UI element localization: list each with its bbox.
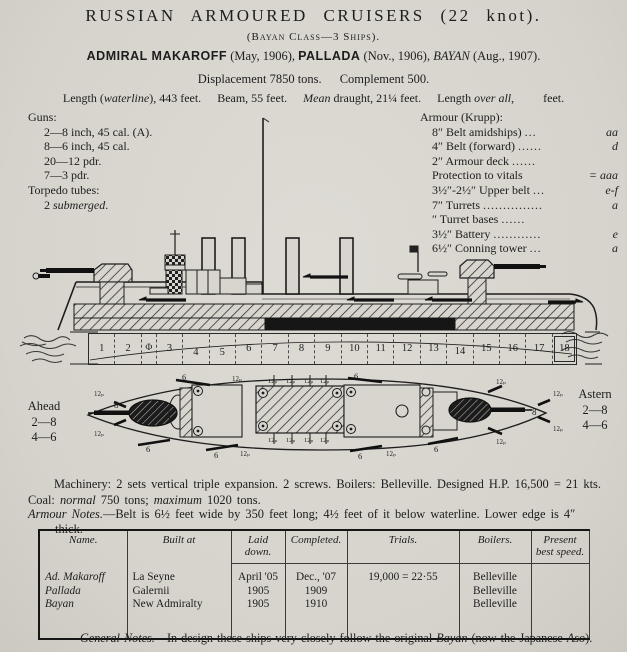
table-row: Ad. Makaroff La Seyne April '05 Dec., '07 19,000 = 22·55 Belleville — [39, 564, 589, 585]
svg-text:6: 6 — [182, 372, 187, 382]
ahead-arcs: Ahead 2—8 4—6 — [27, 399, 61, 444]
svg-text:12ₚ: 12ₚ — [268, 437, 278, 444]
ship-name-bayan: BAYAN — [433, 49, 470, 63]
svg-text:12ₚ: 12ₚ — [496, 438, 506, 446]
fore-turret-gun — [40, 264, 132, 304]
svg-text:8: 8 — [114, 400, 119, 410]
table-header-row — [39, 530, 589, 564]
profile-drawing — [10, 112, 617, 370]
armour-item: 4″ Belt (forward) ...... d — [432, 139, 618, 154]
svg-text:12ₚ: 12ₚ — [304, 437, 314, 444]
svg-text:6: 6 — [146, 444, 151, 454]
armour-notes: Armour Notes.—Belt is 6½ feet wide by 350 feet long; 4½ feet of it below waterline. Lower edge is 4″ thick. — [28, 507, 576, 536]
conning-tower — [165, 230, 185, 294]
svg-text:12ₚ: 12ₚ — [268, 378, 278, 385]
dimensions-line: Length (waterline), 443 feet. Beam, 55 feet. Mean draught, 21¼ feet. Length over all, feet. — [62, 91, 565, 105]
displacement-line: Displacement 7850 tons. Complement 500. — [197, 72, 430, 86]
aft-structures — [398, 246, 447, 294]
ships-table — [38, 529, 590, 640]
ship-name-pallada: PALLADA — [298, 49, 361, 63]
plan-engine-block — [344, 385, 457, 437]
class-subtitle: (Bayan Class—3 Ships). — [246, 31, 381, 43]
col-present-best-speed: Present best speed. — [531, 530, 589, 564]
svg-text:6: 6 — [358, 451, 363, 461]
svg-text:12ₚ: 12ₚ — [240, 450, 250, 458]
svg-text:12ₚ: 12ₚ — [553, 425, 563, 433]
svg-text:12ₚ: 12ₚ — [553, 390, 563, 398]
svg-text:12ₚ: 12ₚ — [94, 390, 104, 398]
page-title: RUSSIAN ARMOURED CRUISERS (22 knot). — [85, 6, 542, 25]
armour-item: 2″ Armour deck ...... — [432, 153, 536, 168]
col-trials: Trials. — [347, 530, 459, 564]
svg-text:12ₚ: 12ₚ — [286, 378, 296, 385]
armour-belt — [74, 304, 574, 330]
armour-item: 8″ Belt amidships) ... aa — [432, 124, 618, 139]
svg-text:12ₚ: 12ₚ — [304, 378, 314, 385]
svg-text:12ₚ: 12ₚ — [94, 430, 104, 438]
armour-item: 6½″ Conning tower ... a — [432, 241, 618, 256]
svg-text:12ₚ: 12ₚ — [286, 437, 296, 444]
table-row: Pallada Galernii 1905 1909 Belleville — [39, 585, 589, 599]
aft-turret-gun — [460, 260, 546, 304]
col-built-at: Built at — [127, 530, 231, 564]
torpedo-title: Torpedo tubes: — [28, 183, 100, 197]
col-boilers: Boilers. — [459, 530, 531, 564]
plan-fore-turret — [88, 400, 177, 426]
stations-scale: 1 2 Φ 3 4 5 6 7 8 9 10 11 12 13 14 15 16 17 18 — [88, 333, 577, 365]
ship-name-makaroff: ADMIRAL MAKAROFF — [86, 49, 228, 63]
armour-item: 7″ Turrets ............... a — [432, 197, 618, 212]
plan-battery — [256, 375, 344, 444]
torpedo-item: 2 submerged. — [44, 197, 109, 212]
plan-aft-turret — [449, 398, 532, 422]
guns-items: 2—8 inch, 45 cal. (A). 8—6 inch, 45 cal. 20—12 pdr. 7—3 pdr. — [44, 124, 153, 182]
armour-item: 3½″ Battery ............ e — [432, 226, 618, 241]
table-row: Bayan New Admiralty 1905 1910 Belleville — [39, 598, 589, 612]
col-completed: Completed. — [285, 530, 347, 564]
col-name: Name. — [39, 530, 127, 564]
svg-text:6: 6 — [434, 444, 439, 454]
armour-item: 3½″-2½″ Upper belt ... e-f — [432, 182, 618, 197]
svg-text:6: 6 — [354, 372, 359, 381]
fore-mast — [263, 118, 269, 294]
svg-text:6: 6 — [214, 450, 219, 460]
armour-title: Armour (Krupp): — [420, 110, 503, 124]
plan-superstructure — [169, 385, 242, 437]
col-laid-down: Laid down. — [231, 530, 285, 564]
water-left — [20, 336, 76, 363]
svg-text:8: 8 — [532, 407, 537, 417]
armour-item: Protection to vitals = aaa — [432, 168, 618, 183]
guns-title: Guns: — [28, 110, 57, 124]
svg-text:12ₚ: 12ₚ — [320, 378, 330, 385]
armour-item: ″ Turret bases ...... — [432, 212, 526, 227]
svg-text:12ₚ: 12ₚ — [386, 450, 396, 458]
svg-text:12ₚ: 12ₚ — [320, 437, 330, 444]
svg-text:12ₚ: 12ₚ — [496, 378, 506, 386]
bow-gun — [33, 273, 50, 279]
ship-names-line: ADMIRAL MAKAROFF (May, 1906), PALLADA (Nov., 1906), BAYAN (Aug., 1907). — [86, 49, 541, 63]
svg-text:12ₚ: 12ₚ — [232, 375, 242, 383]
astern-arcs: Astern 2—8 4—6 — [578, 387, 612, 432]
machinery-note: Machinery: 2 sets vertical triple expansion. 2 screws. Boilers: Belleville. Designed H.P. 16,500 = 21 kts. Coal: normal 750 tons; maximum 1020 tons. — [28, 477, 601, 507]
plan-drawing — [10, 372, 617, 472]
general-notes: General Notes.—In design these ships very closely follow the original Bayan (now the Japanese Aso). — [80, 631, 593, 645]
